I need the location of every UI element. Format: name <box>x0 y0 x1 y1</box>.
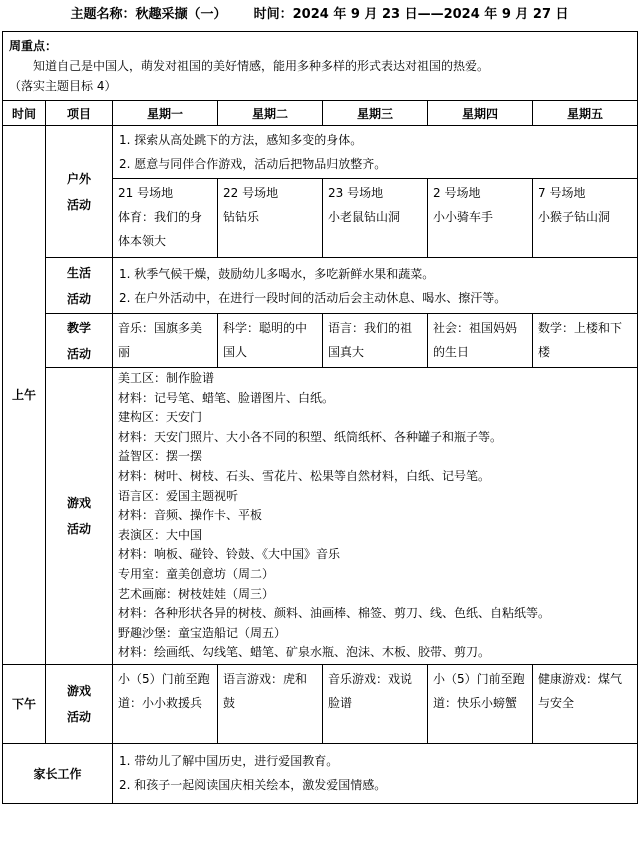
theme-label: 主题名称： <box>70 7 136 22</box>
game-line: 材料：记号笔、蜡笔、脸谱图片、白纸。 <box>118 390 335 405</box>
col-header-monday: 星期一 <box>113 101 218 126</box>
afternoon-wednesday: 音乐游戏：戏说脸谱 <box>323 664 428 743</box>
afternoon-games-label: 游戏活动 <box>46 664 113 743</box>
plan-header <box>0 0 639 30</box>
morning-label: 上午 <box>3 126 46 665</box>
outdoor-wednesday: 23 号场地 小老鼠钻山洞 <box>323 179 428 258</box>
family-item: 1. 带幼儿了解中国历史，进行爱国教育。 <box>119 754 339 769</box>
afternoon-friday: 健康游戏：煤气与安全 <box>533 664 638 743</box>
col-header-item: 项目 <box>46 101 113 126</box>
afternoon-row <box>3 664 638 743</box>
col-header-thursday: 星期四 <box>428 101 533 126</box>
game-line: 材料：天安门照片、大小各不同的积塑、纸筒纸杯、各种罐子和瓶子等。 <box>118 429 503 444</box>
life-label: 生活活动 <box>46 258 113 314</box>
afternoon-monday: 小（5）门前至跑道：小小救援兵 <box>113 664 218 743</box>
afternoon-label: 下午 <box>3 664 46 743</box>
weekly-focus <box>3 32 638 101</box>
game-line: 美工区：制作脸谱 <box>118 371 215 385</box>
life-items <box>113 258 638 314</box>
header-row <box>3 101 638 126</box>
outdoor-goals-row <box>3 126 638 179</box>
family-item: 2. 和孩子一起阅读国庆相关绘本，激发爱国情感。 <box>119 778 387 793</box>
col-header-tuesday: 星期二 <box>218 101 323 126</box>
outdoor-tuesday: 22 号场地 钻钻乐 <box>218 179 323 258</box>
game-line: 材料：响板、碰铃、铃鼓、《大中国》音乐 <box>118 547 341 562</box>
time-range: 2024 年 9 月 23 日——2024 年 9 月 27 日 <box>292 7 569 22</box>
game-line: 专用室：童美创意坊（周二） <box>118 566 275 581</box>
life-item: 1. 秋季气候干燥，鼓励幼儿多喝水，多吃新鲜水果和蔬菜。 <box>119 266 435 281</box>
col-header-time: 时间 <box>3 101 46 126</box>
family-items <box>113 743 638 803</box>
game-line: 表演区：大中国 <box>118 527 203 542</box>
theme-name: 秋趣采撷（一） <box>135 7 227 22</box>
life-row <box>3 258 638 314</box>
teaching-monday: 音乐：国旗多美丽 <box>113 314 218 368</box>
teaching-label: 教学活动 <box>46 314 113 368</box>
game-line: 益智区：摆一摆 <box>118 449 203 464</box>
family-label: 家长工作 <box>3 743 113 803</box>
game-line: 建构区：天安门 <box>118 410 203 425</box>
game-line: 材料：音频、操作卡、平板 <box>118 508 263 523</box>
game-areas <box>113 368 638 665</box>
game-line: 野趣沙堡：童宝造船记（周五） <box>118 625 287 640</box>
col-header-friday: 星期五 <box>533 101 638 126</box>
outdoor-goal: 2. 愿意与同伴合作游戏，活动后把物品归放整齐。 <box>119 157 387 171</box>
time-label: 时间： <box>253 7 293 22</box>
game-line: 材料：绘画纸、勾线笔、蜡笔、矿泉水瓶、泡沫、木板、胶带、剪刀。 <box>118 645 491 660</box>
outdoor-goal: 1. 探索从高处跳下的方法，感知多变的身体。 <box>119 133 363 147</box>
game-line: 艺术画廊：树枝娃娃（周三） <box>118 586 275 601</box>
weekly-focus-row <box>3 32 638 101</box>
focus-heading: 周重点： <box>9 39 58 53</box>
outdoor-thursday: 2 号场地 小小骑车手 <box>428 179 533 258</box>
col-header-wednesday: 星期三 <box>323 101 428 126</box>
teaching-tuesday: 科学：聪明的中国人 <box>218 314 323 368</box>
outdoor-label: 户外活动 <box>46 126 113 258</box>
outdoor-goals <box>113 126 638 179</box>
afternoon-tuesday: 语言游戏：虎和鼓 <box>218 664 323 743</box>
life-item: 2. 在户外活动中，在进行一段时间的活动后会主动休息、喝水、擦汗等。 <box>119 290 507 305</box>
teaching-wednesday: 语言：我们的祖国真大 <box>323 314 428 368</box>
focus-note: （落实主题目标 4） <box>9 79 117 93</box>
teaching-row <box>3 314 638 368</box>
focus-body: 知道自己是中国人，萌发对祖国的美好情感，能用多种多样的形式表达对祖国的热爱。 <box>33 59 490 73</box>
outdoor-friday: 7 号场地 小猴子钻山洞 <box>533 179 638 258</box>
family-row <box>3 743 638 803</box>
games-row <box>3 368 638 665</box>
weekly-plan-table <box>2 31 638 804</box>
game-line: 材料：树叶、树枝、石头、雪花片、松果等自然材料，白纸、记号笔。 <box>118 468 491 483</box>
teaching-friday: 数学：上楼和下楼 <box>533 314 638 368</box>
game-line: 语言区：爱国主题视听 <box>118 488 239 503</box>
afternoon-thursday: 小（5）门前至跑道：快乐小螃蟹 <box>428 664 533 743</box>
outdoor-monday: 21 号场地 体育：我们的身体本领大 <box>113 179 218 258</box>
teaching-thursday: 社会：祖国妈妈的生日 <box>428 314 533 368</box>
games-label: 游戏活动 <box>46 368 113 665</box>
game-line: 材料：各种形状各异的树枝、颜料、油画棒、棉签、剪刀、线、色纸、自粘纸等。 <box>118 606 551 621</box>
